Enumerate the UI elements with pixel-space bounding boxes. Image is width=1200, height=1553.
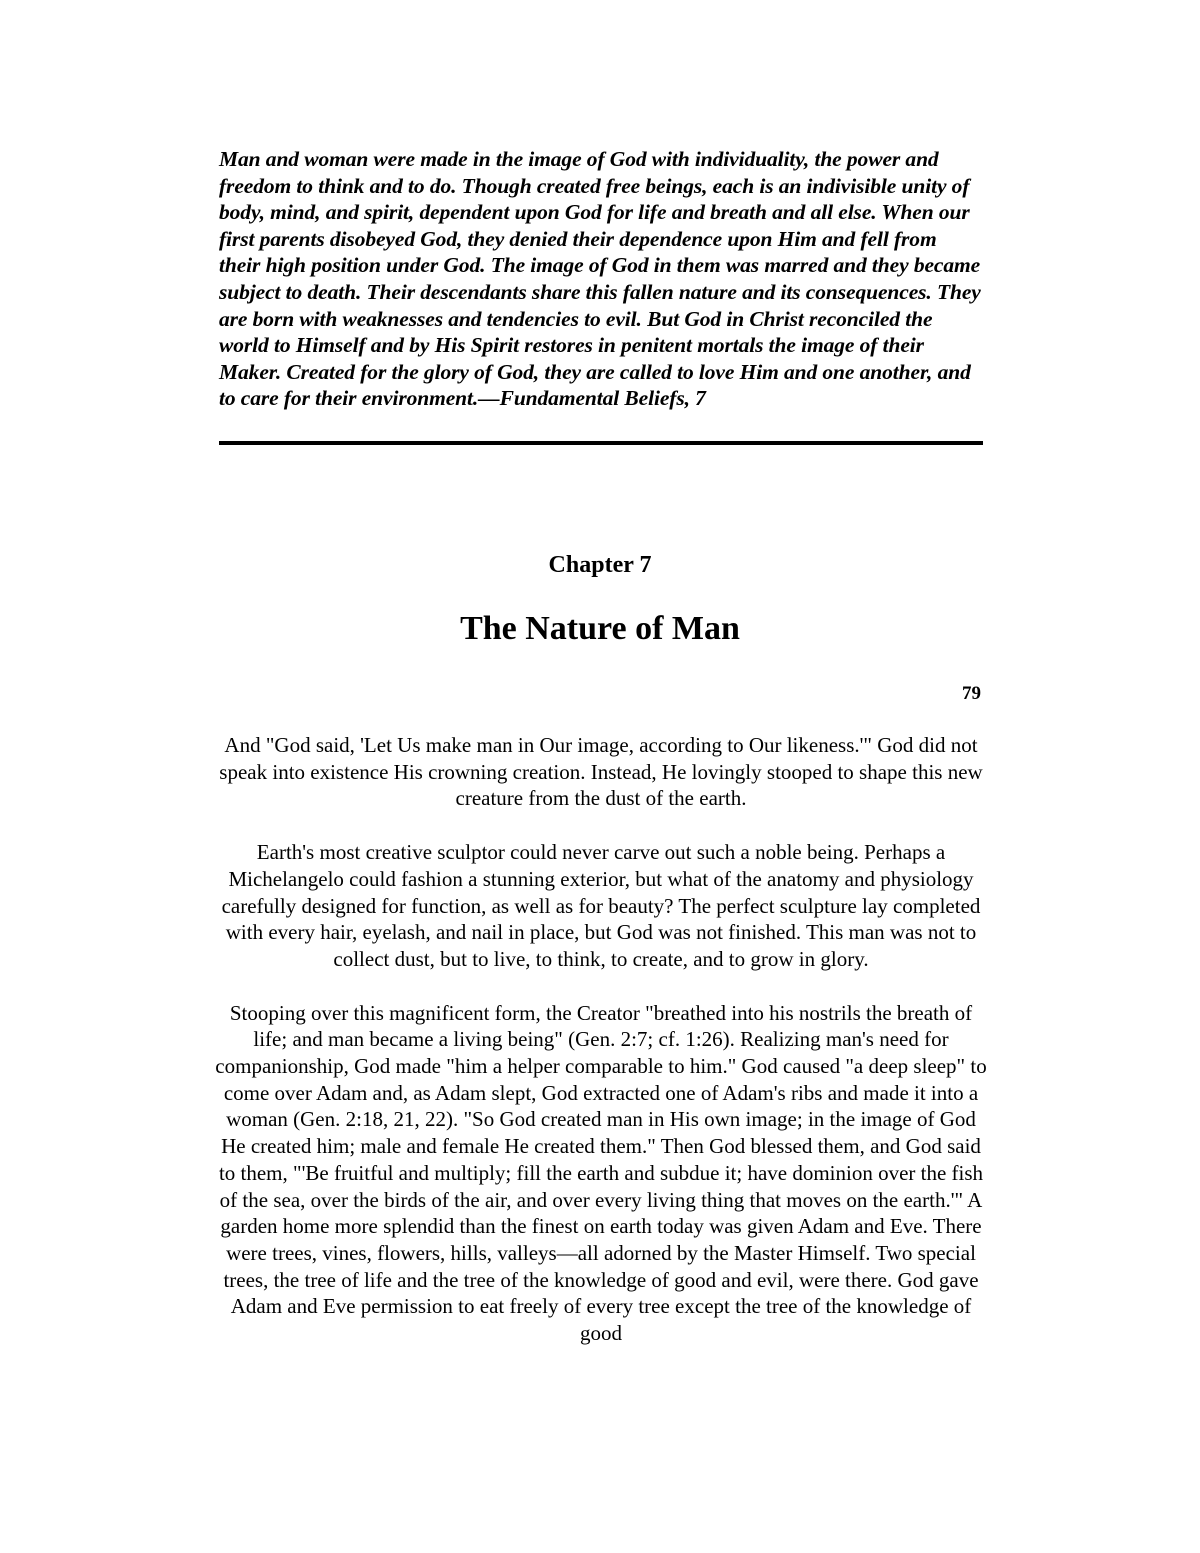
epigraph-divider	[219, 441, 983, 445]
page-number: 79	[962, 683, 981, 704]
chapter-label: Chapter 7	[548, 552, 652, 578]
chapter-title: The Nature of Man	[460, 610, 740, 647]
paragraph: And "God said, 'Let Us make man in Our image, according to Our likeness.'" God did not speak into existence His crowning creation. Instead, He lovingly stooped to shape this new creature from the dust of the earth.	[219, 733, 983, 811]
epigraph-quote: Man and woman were made in the image of God with individuality, the power and freedom to think and to do. Though created free beings, each is an indivisible unity of body, mind, and spirit, dependent upon God for life and breath and all else. When our first parents disobeyed God, they denied their dependence upon Him and fell from their high position under God. The image of God in them was marred and they became subject to death. Their descendants share this fallen nature and its consequences. They are born with weaknesses and tendencies to evil. But God in Christ reconciled the world to Himself and by His Spirit restores in penitent mortals the image of their Maker. Created for the glory of God, they are called to love Him and one another, and to care for their environment.—Fundamental Beliefs, 7	[219, 147, 981, 411]
body-text	[214, 732, 988, 1374]
paragraph: Earth's most creative sculptor could never carve out such a noble being. Perhaps a Michelangelo could fashion a stunning exterior, but what of the anatomy and physiology carefully designed for function, as well as for beauty? The perfect sculpture lay completed with every hair, eyelash, and nail in place, but God was not finished. This man was not to collect dust, but to live, to think, to create, and to grow in glory.	[221, 840, 981, 971]
paragraph: Stooping over this magnificent form, the Creator "breathed into his nostrils the breath of life; and man became a living being" (Gen. 2:7; cf. 1:26). Realizing man's need for companionship, God made "him a helper comparable to him." God caused "a deep sleep" to come over Adam and, as Adam slept, God extracted one of Adam's ribs and made it into a woman (Gen. 2:18, 21, 22). "So God created man in His own image; in the image of God He created him; male and female He created them." Then God blessed them, and God said to them, "'Be fruitful and multiply; fill the earth and subdue it; have dominion over the fish of the sea, over the birds of the air, and over every living thing that moves on the earth.'" A garden home more splendid than the finest on earth today was given Adam and Eve. There were trees, vines, flowers, hills, valleys—all adorned by the Master Himself. Two special trees, the tree of life and the tree of the knowledge of good and evil, were there. God gave Adam and Eve permission to eat freely of every tree except the tree of the knowledge of good	[215, 1000, 987, 1346]
